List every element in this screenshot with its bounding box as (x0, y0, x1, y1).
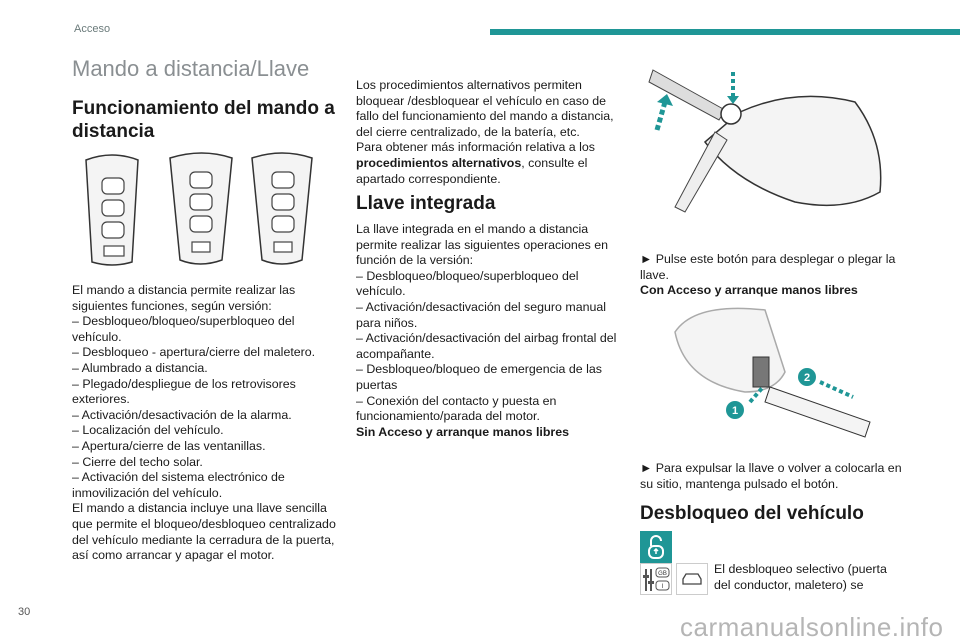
line-text: – Conexión del contacto y puesta en (356, 393, 557, 408)
line-text: que permite el bloqueo/desbloqueo centralizado (72, 516, 336, 531)
line-suffix: , consulte el (521, 155, 588, 170)
text-line (72, 423, 336, 439)
line-text: – Activación del sistema electrónico de (72, 470, 285, 485)
text-line (72, 548, 336, 564)
text-line (72, 439, 336, 455)
text-line (640, 477, 902, 493)
text-line (72, 345, 336, 361)
text-line (356, 125, 614, 141)
line-text: – Activación/desactivación de la alarma. (72, 407, 292, 422)
text-line (356, 269, 616, 285)
text-line (356, 425, 616, 441)
line-text: El desbloqueo selectivo (puerta (714, 562, 887, 576)
line-text: Sin Acceso y arranque manos libres (356, 424, 570, 439)
integrated-key-text (356, 222, 616, 440)
text-line (72, 299, 336, 315)
text-line (356, 362, 616, 378)
text-line (640, 461, 902, 477)
page-number: 30 (18, 606, 31, 618)
text-line (356, 394, 616, 410)
key-eject-instructions (640, 461, 902, 492)
text-line (356, 238, 616, 254)
line-text: bloquear /desbloquear el vehículo en caso de (356, 93, 607, 108)
text-line (356, 378, 616, 394)
gb-label: GB (658, 571, 667, 577)
text-line (356, 156, 614, 172)
text-line (356, 253, 616, 269)
text-line (714, 578, 887, 594)
key-fold-instructions (640, 252, 895, 299)
line-text: vehículo. (356, 284, 406, 299)
text-line (640, 252, 895, 268)
text-line (356, 78, 614, 94)
line-text: – Apertura/cierre de las ventanillas. (72, 438, 266, 453)
line-text: funcionamiento/parada del motor. (356, 409, 540, 424)
step-1-label: 1 (731, 405, 739, 417)
line-text: Para obtener más información relativa a los (356, 140, 595, 155)
line-text: – Desbloqueo/bloqueo de emergencia de las (356, 362, 602, 377)
watermark: carmanualsonline.info (680, 612, 944, 640)
line-text: Con Acceso y arranque manos libres (640, 283, 858, 298)
text-line (640, 268, 895, 284)
text-line (356, 316, 616, 332)
line-text: exteriores. (72, 392, 130, 407)
line-text: – Localización del vehículo. (72, 423, 224, 438)
line-text: para niños. (356, 315, 418, 330)
heading-integrated-key: Llave integrada (356, 193, 496, 214)
text-line (356, 347, 616, 363)
heading-remote-function: Funcionamiento del mando a distancia (72, 98, 335, 142)
header-accent-bar (490, 29, 960, 35)
line-text: El mando a distancia permite realizar las (72, 283, 296, 297)
text-line (72, 408, 336, 424)
text-line (72, 486, 336, 502)
text-line (72, 361, 336, 377)
line-text: – Cierre del techo solar. (72, 454, 203, 469)
remote-keys-illustration (72, 150, 332, 270)
page-title: Mando a distancia/Llave (72, 56, 310, 81)
text-line (356, 222, 616, 238)
unlock-padlock-icon (640, 531, 672, 563)
selective-unlock-text (714, 562, 887, 593)
car-icon (676, 563, 708, 595)
i-label: I (661, 584, 664, 590)
key-fold-illustration (645, 62, 895, 227)
line-text: siguientes funciones, según versión: (72, 298, 272, 313)
line-text: La llave integrada en el mando a distancia (356, 222, 589, 236)
line-text: procedimientos alternativos (356, 155, 522, 170)
text-line (356, 94, 614, 110)
line-text: ► Para expulsar la llave o volver a colocarla en (640, 461, 902, 475)
remote-functions-text (72, 283, 336, 564)
text-line (356, 409, 616, 425)
text-line (72, 377, 336, 393)
emergency-key-illustration (655, 302, 895, 452)
text-line (356, 331, 616, 347)
line-text: apartado correspondiente. (356, 171, 501, 186)
line-text: – Alumbrado a distancia. (72, 360, 208, 375)
text-line (72, 283, 336, 299)
line-text: función de la versión: (356, 253, 474, 268)
text-line (72, 533, 336, 549)
line-text: así como arrancar y apagar el motor. (72, 548, 275, 563)
line-text: fallo del funcionamiento del mando a distancia, (356, 109, 614, 124)
text-line (72, 470, 336, 486)
text-line (356, 109, 614, 125)
line-text: llave. (640, 267, 669, 282)
line-text: ► Pulse este botón para desplegar o plegar la (640, 252, 896, 266)
line-text: – Plegado/despliegue de los retrovisores (72, 376, 296, 391)
text-line (72, 314, 336, 330)
text-line (72, 392, 336, 408)
line-text: – Desbloqueo - apertura/cierre del maletero. (72, 345, 316, 360)
line-text: permite realizar las siguientes operaciones en (356, 237, 609, 252)
line-text: – Desbloqueo/bloqueo/superbloqueo del (72, 314, 295, 329)
line-text: del vehículo mediante la cerradura de la puerta, (72, 532, 335, 547)
line-text: vehículo. (72, 329, 122, 344)
heading-vehicle-unlock: Desbloqueo del vehículo (640, 503, 864, 524)
line-text: su sitio, mantenga pulsado el botón. (640, 476, 839, 491)
text-line (356, 300, 616, 316)
line-text: – Activación/desactivación del seguro manual (356, 299, 607, 314)
section-header: Acceso (74, 23, 111, 35)
text-line (72, 501, 336, 517)
line-text: Los procedimientos alternativos permiten (356, 78, 582, 92)
text-line (72, 455, 336, 471)
line-text: inmovilización del vehículo. (72, 485, 223, 500)
line-text: puertas (356, 377, 398, 392)
line-text: del conductor, maletero) se (714, 577, 864, 592)
text-line (72, 330, 336, 346)
line-text: del cierre centralizado, de la batería, etc. (356, 124, 580, 139)
text-line (356, 172, 614, 188)
text-line (640, 283, 895, 299)
line-text: El mando a distancia incluye una llave sencilla (72, 501, 327, 516)
line-text: – Activación/desactivación del airbag frontal del (356, 331, 617, 346)
alternative-procedures-text (356, 78, 614, 187)
settings-sliders-icon (640, 563, 672, 595)
text-line (714, 562, 887, 578)
line-text: – Desbloqueo/bloqueo/superbloqueo del (356, 268, 579, 283)
step-2-label: 2 (803, 372, 811, 384)
text-line (356, 284, 616, 300)
text-line (72, 517, 336, 533)
line-text: acompañante. (356, 346, 435, 361)
text-line (356, 140, 614, 156)
